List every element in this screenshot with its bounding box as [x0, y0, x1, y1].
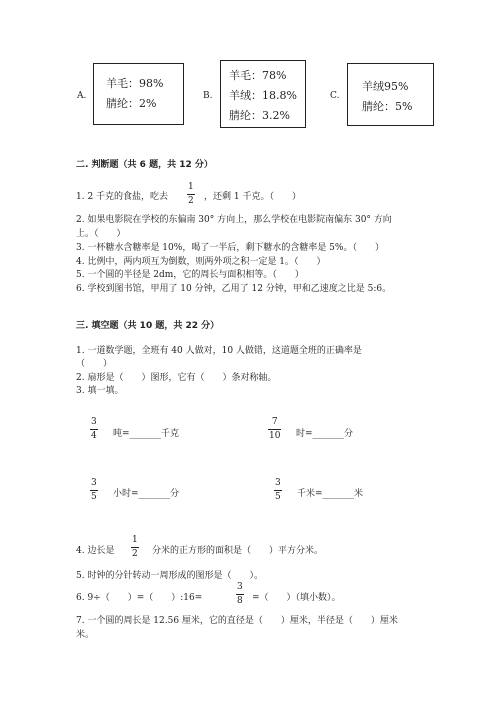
fill-1-text: 吨=_______千克 — [113, 429, 180, 439]
s2-q2-line-1: 2. 如果电影院在学校的东偏南 30° 方向上，那么学校在电影院南偏东 30° 方向 — [76, 215, 392, 225]
option-a-line-1: 羊毛：98% — [106, 77, 164, 90]
fill-4-numerator: 3 — [275, 478, 281, 488]
fill-1-denominator: 4 — [91, 431, 97, 441]
option-c-box — [347, 63, 434, 126]
option-b-line-1: 羊毛：78% — [229, 69, 287, 82]
s3-q1-line-1: 1. 一道数学题，全班有 40 人做对，10 人做错，这道题全班的正确率是 — [76, 346, 362, 356]
s2-q1-fraction-numerator: 1 — [188, 182, 194, 192]
s3-q4-suffix: 分米的正方形的面积是（ ）平方分米。 — [152, 546, 324, 556]
fill-1-fraction — [90, 418, 98, 441]
option-a-letter: A. — [77, 91, 87, 101]
option-c-line-2: 腈纶：5% — [362, 100, 413, 113]
s2-q1-fraction-denominator: 2 — [188, 196, 194, 206]
fill-4-fraction — [274, 479, 282, 502]
option-b-line-2: 羊绒：18.8% — [229, 89, 297, 102]
fill-2-text: 时=_______分 — [296, 429, 354, 439]
s3-q1-line-2: （ ） — [76, 359, 113, 369]
s3-q3: 3. 填一填。 — [76, 386, 124, 396]
s3-q5: 5. 时钟的分针转动一周形成的图形是（ ）。 — [76, 571, 263, 581]
fill-3-fraction — [90, 479, 98, 502]
s3-q6-suffix: =（ ）（填小数）。 — [252, 593, 341, 603]
option-b-letter: B. — [203, 91, 213, 101]
fill-4-text: 千米=_______米 — [297, 489, 364, 499]
s2-q6: 6. 学校到图书馆，甲用了 10 分钟，乙用了 12 分钟，甲和乙速度之比是 5:6。 — [76, 284, 392, 294]
fill-1-numerator: 3 — [91, 417, 97, 427]
s3-q4-fraction — [131, 536, 139, 559]
s3-q2: 2. 扇形是（ ）图形，它有（ ）条对称轴。 — [76, 373, 277, 383]
option-a-line-2: 腈纶：2% — [106, 97, 157, 110]
s3-q6-denominator: 8 — [237, 596, 243, 606]
s2-q1-suffix: ，还剩 1 千克。（ ） — [204, 192, 301, 202]
fill-2-denominator: 10 — [269, 431, 281, 441]
s2-q1-prefix: 1. 2 千克的食盐，吃去 — [76, 192, 169, 202]
section-2-title: 二. 判断题（共 6 题，共 12 分） — [76, 160, 213, 170]
s3-q4-prefix: 4. 边长是 — [76, 546, 115, 556]
s3-q4-denominator: 2 — [132, 549, 138, 559]
option-c-line-1: 羊绒95% — [362, 80, 409, 93]
fill-2-fraction — [268, 418, 281, 441]
s3-q6-prefix: 6. 9÷（ ）=（ ）:16= — [76, 593, 203, 603]
fill-3-text: 小时=_______分 — [113, 489, 180, 499]
option-b-line-3: 腈纶：3.2% — [229, 109, 290, 122]
section-3-title: 三. 填空题（共 10 题，共 22 分） — [76, 321, 220, 331]
s2-q3: 3. 一杯糖水含糖率是 10%，喝了一半后，剩下糖水的含糖率是 5%。（ ） — [76, 243, 384, 253]
s2-q1-fraction — [187, 183, 195, 206]
fill-3-numerator: 3 — [91, 478, 97, 488]
s3-q7-line-1: 7. 一个圆的周长是 12.56 厘米，它的直径是（ ）厘米，半径是（ ）厘米 — [76, 616, 398, 626]
option-c-letter: C. — [330, 91, 340, 101]
s2-q4: 4. 比例中，两内项互为倒数，则两外项之积一定是 1。（ ） — [76, 257, 326, 267]
s2-q2-line-2: 上。（ ） — [76, 229, 126, 239]
s3-q6-fraction — [236, 583, 244, 606]
s2-q5: 5. 一个圆的半径是 2dm，它的周长与面积相等。（ ） — [76, 270, 304, 280]
s3-q4-numerator: 1 — [132, 535, 138, 545]
option-b-box — [220, 60, 306, 128]
option-a-box — [93, 63, 184, 125]
s3-q7-line-2: 米。 — [76, 630, 95, 640]
s3-q6-numerator: 3 — [237, 582, 243, 592]
fill-2-numerator: 7 — [271, 417, 278, 427]
fill-4-denominator: 5 — [275, 492, 281, 502]
fill-3-denominator: 5 — [91, 492, 97, 502]
